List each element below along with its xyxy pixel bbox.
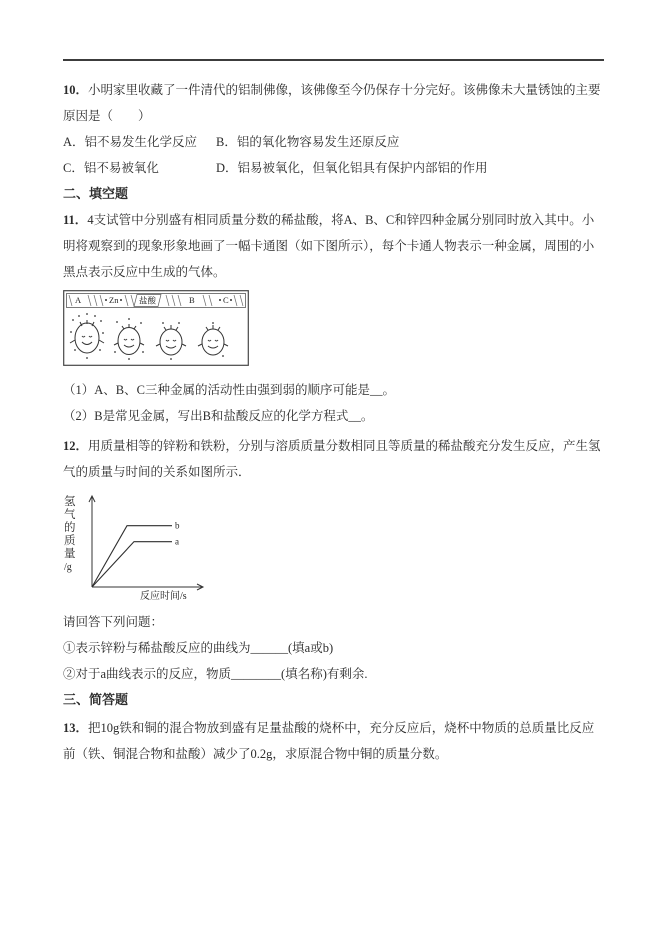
question-11-sub2: （2）B是常见金属，写出B和盐酸反应的化学方程式__。 bbox=[63, 409, 374, 423]
question-12 bbox=[63, 433, 604, 485]
chart-x-axis-label: 反应时间/s bbox=[140, 591, 187, 602]
question-12-number: 12． bbox=[63, 439, 89, 453]
tube-label-b: B bbox=[189, 295, 195, 305]
question-10-option-b: B．铝的氧化物容易发生还原反应 bbox=[216, 135, 400, 149]
section-2-heading: 二、填空题 bbox=[63, 186, 129, 201]
question-12-prompt: 请回答下列问题： bbox=[63, 615, 164, 629]
chart-axes bbox=[89, 496, 203, 590]
question-11-number: 11． bbox=[63, 213, 88, 227]
h2-chart-figure bbox=[64, 491, 604, 603]
question-10-option-d: D．铝易被氧化，但氧化铝具有保护内部铝的作用 bbox=[216, 161, 488, 175]
header-divider bbox=[63, 59, 604, 61]
question-10-options-ab bbox=[63, 129, 604, 155]
question-13 bbox=[63, 715, 604, 767]
question-10-option-a: A．铝不易发生化学反应 bbox=[63, 135, 198, 149]
section-3-heading: 三、简答题 bbox=[63, 692, 129, 707]
question-13-text: 把10g铁和铜的混合物放到盛有足量盐酸的烧杯中，充分反应后，烧杯中物质的总质量比反应前（铁、铜混合物和盐酸）减少了0.2g，求原混合物中铜的质量分数。 bbox=[63, 721, 595, 761]
question-10 bbox=[63, 77, 604, 129]
tube-label-acid: 盐酸 bbox=[139, 295, 157, 306]
h2-chart-canvas bbox=[80, 491, 212, 603]
question-12-text: 用质量相等的锌粉和铁粉，分别与溶质质量分数相同且等质量的稀盐酸充分发生反应，产生氢气的质量与时间的关系如图所示． bbox=[63, 439, 601, 479]
cartoon-illustration bbox=[63, 290, 604, 371]
question-12-sub2: ②对于a曲线表示的反应，物质________(填名称)有剩余. bbox=[63, 667, 368, 681]
question-10-option-c: C．铝不易被氧化 bbox=[63, 161, 159, 175]
question-11-text: 4支试管中分别盛有相同质量分数的稀盐酸，将A、B、C和锌四种金属分别同时放入其中。小明将观察到的现象形象地画了一幅卡通图（如下图所示），每个卡通人物表示一种金属，周围的小黑点表示反应中生成的气体。 bbox=[63, 213, 595, 279]
question-10-options-cd bbox=[63, 155, 604, 181]
tube-label-c: C bbox=[223, 295, 229, 305]
tube-label-a: A bbox=[75, 295, 82, 305]
question-10-text: 小明家里收藏了一件清代的铝制佛像，该佛像至今仍保存十分完好。该佛像未大量锈蚀的主要原因是（ ） bbox=[63, 83, 601, 123]
question-13-number: 13． bbox=[63, 721, 89, 735]
question-12-sub1: ①表示锌粉与稀盐酸反应的曲线为______(填a或b) bbox=[63, 641, 334, 655]
chart-line-b bbox=[92, 526, 172, 587]
cartoon-figure bbox=[63, 290, 249, 366]
chart-y-axis-label: 氢气的质量 bbox=[64, 496, 76, 560]
question-10-number: 10． bbox=[63, 83, 89, 97]
chart-y-axis-label-block bbox=[64, 491, 80, 573]
question-11-sub1: （1）A、B、C三种金属的活动性由强到弱的顺序可能是__。 bbox=[63, 383, 395, 397]
chart-line-label-a: a bbox=[175, 536, 179, 547]
chart-line-a bbox=[92, 542, 172, 587]
question-11 bbox=[63, 207, 604, 285]
chart-y-axis-unit: /g bbox=[64, 562, 72, 573]
chart-line-label-b: b bbox=[175, 520, 180, 531]
tube-label-zn: Zn bbox=[109, 295, 119, 305]
